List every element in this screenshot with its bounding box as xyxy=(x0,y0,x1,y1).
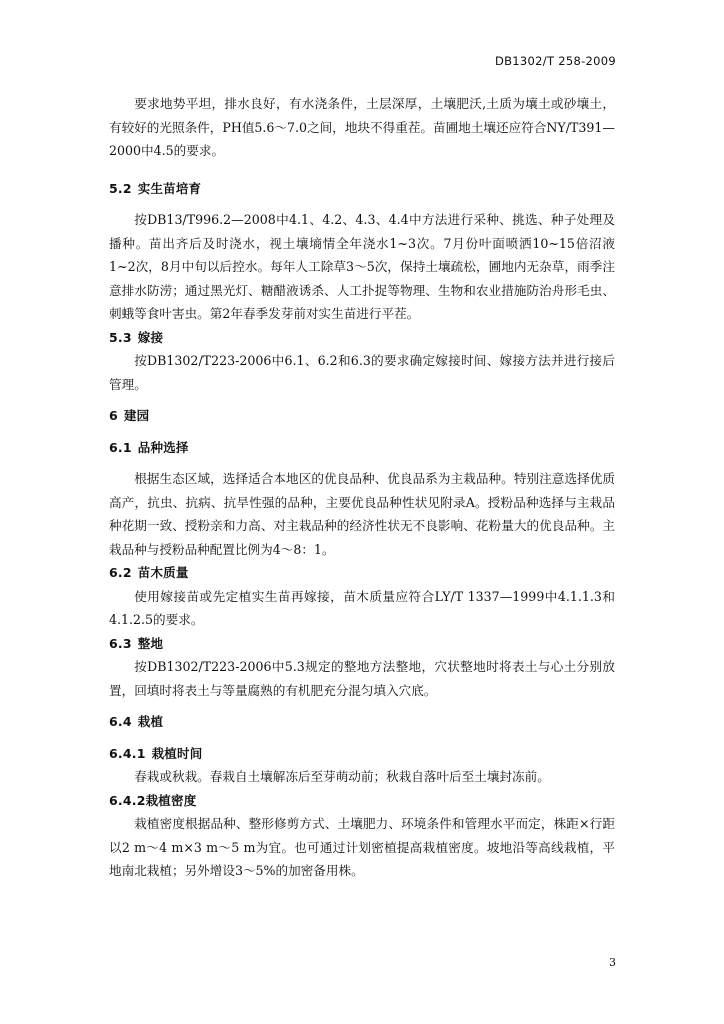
paragraph-seedling-cultivation: 按DB13/T996.2—2008中4.1、4.2、4.3、4.4中方法进行采种、挑选、种子处理及播种。苗出齐后及时浇水，视土壤墒情全年浇水1~3次。7月份叶面喷洒10~15倍沼液1~2次，8月中旬以后控水。每年人工除草3～5次，保持土壤疏松，圃地内无杂草，雨季注意排水防涝；通过黑光灯、糖醋液诱杀、人工扑捉等物理、生物和农业措施防治舟形毛虫、刺蛾等食叶害虫。第2年春季发芽前对实生苗进行平茬。 xyxy=(109,212,615,321)
heading-number: 6.4.1 xyxy=(109,745,146,761)
heading-6-4-1 xyxy=(109,742,615,766)
heading-title: 栽植 xyxy=(137,714,164,729)
paragraph-land-preparation: 按DB1302/T223-2006中5.3规定的整地方法整地，穴状整地时将表土与心土分别放置，回填时将表土与等量腐熟的有机肥充分混匀填入穴底。 xyxy=(109,659,615,698)
heading-title: 栽植时间 xyxy=(151,745,203,761)
heading-6-4 xyxy=(109,710,615,734)
heading-title: 苗木质量 xyxy=(137,565,189,580)
paragraph-planting-density: 栽植密度根据品种、整形修剪方式、土壤肥力、环境条件和管理水平而定，株距×行距以2 m～4 m×3 m～5 m为宜。也可通过计划密植提高栽植密度。坡地沿等高线栽植，平地南北栽植；另外增设3～5%的加密备用株。 xyxy=(109,816,615,878)
heading-title: 栽植密度 xyxy=(145,792,197,808)
heading-5-2 xyxy=(109,177,615,201)
document-body xyxy=(109,92,615,883)
heading-number: 6 xyxy=(109,408,118,423)
paragraph-soil-requirements: 要求地势平坦，排水良好，有水浇条件，土层深厚，土壤肥沃,土质为壤土或砂壤土，有较好的光照条件，PH值5.6～7.0之间，地块不得重茬。苗圃地土壤还应符合NY/T391—2000中4.5的要求。 xyxy=(109,96,615,158)
heading-6-4-2 xyxy=(109,789,615,813)
heading-number: 5.3 xyxy=(109,329,132,345)
heading-6-3 xyxy=(109,632,615,656)
paragraph-planting-time: 春栽或秋栽。春栽自土壤解冻后至芽萌动前；秋栽自落叶后至土壤封冻前。 xyxy=(134,769,550,784)
heading-title: 品种选择 xyxy=(137,439,189,455)
paragraph-grafting: 按DB1302/T223-2006中6.1、6.2和6.3的要求确定嫁接时间、嫁接方法并进行接后管理。 xyxy=(109,353,615,392)
heading-6 xyxy=(109,404,615,428)
heading-number: 5.2 xyxy=(109,180,132,196)
heading-number: 6.4 xyxy=(109,714,132,729)
heading-number: 6.3 xyxy=(109,635,132,651)
paragraph-seedling-quality: 使用嫁接苗或先定植实生苗再嫁接，苗木质量应符合LY/T 1337—1999中4.1.1.3和4.1.2.5的要求。 xyxy=(109,588,615,627)
paragraph-variety-selection: 根据生态区域，选择适合本地区的优良品种、优良品系为主栽品种。特别注意选择优质高产，抗虫、抗病、抗旱性强的品种，主要优良品种性状见附录A。授粉品种选择与主栽品种花期一致、授粉亲和力高、对主栽品种的经济性状无不良影响、花粉量大的优良品种。主栽品种与授粉品种配置比例为4～8：1。 xyxy=(109,471,615,557)
page-number: 3 xyxy=(609,956,616,969)
heading-number: 6.1 xyxy=(109,439,132,455)
heading-6-2 xyxy=(109,561,615,585)
heading-title: 实生苗培育 xyxy=(137,180,202,196)
heading-number: 6.2 xyxy=(109,565,132,580)
heading-title: 建园 xyxy=(123,408,150,423)
standard-code: DB1302/T 258-2009 xyxy=(494,54,616,68)
heading-title: 嫁接 xyxy=(137,329,164,345)
heading-number: 6.4.2 xyxy=(109,792,146,808)
heading-title: 整地 xyxy=(137,635,164,651)
heading-6-1 xyxy=(109,436,615,460)
heading-5-3 xyxy=(109,326,615,350)
